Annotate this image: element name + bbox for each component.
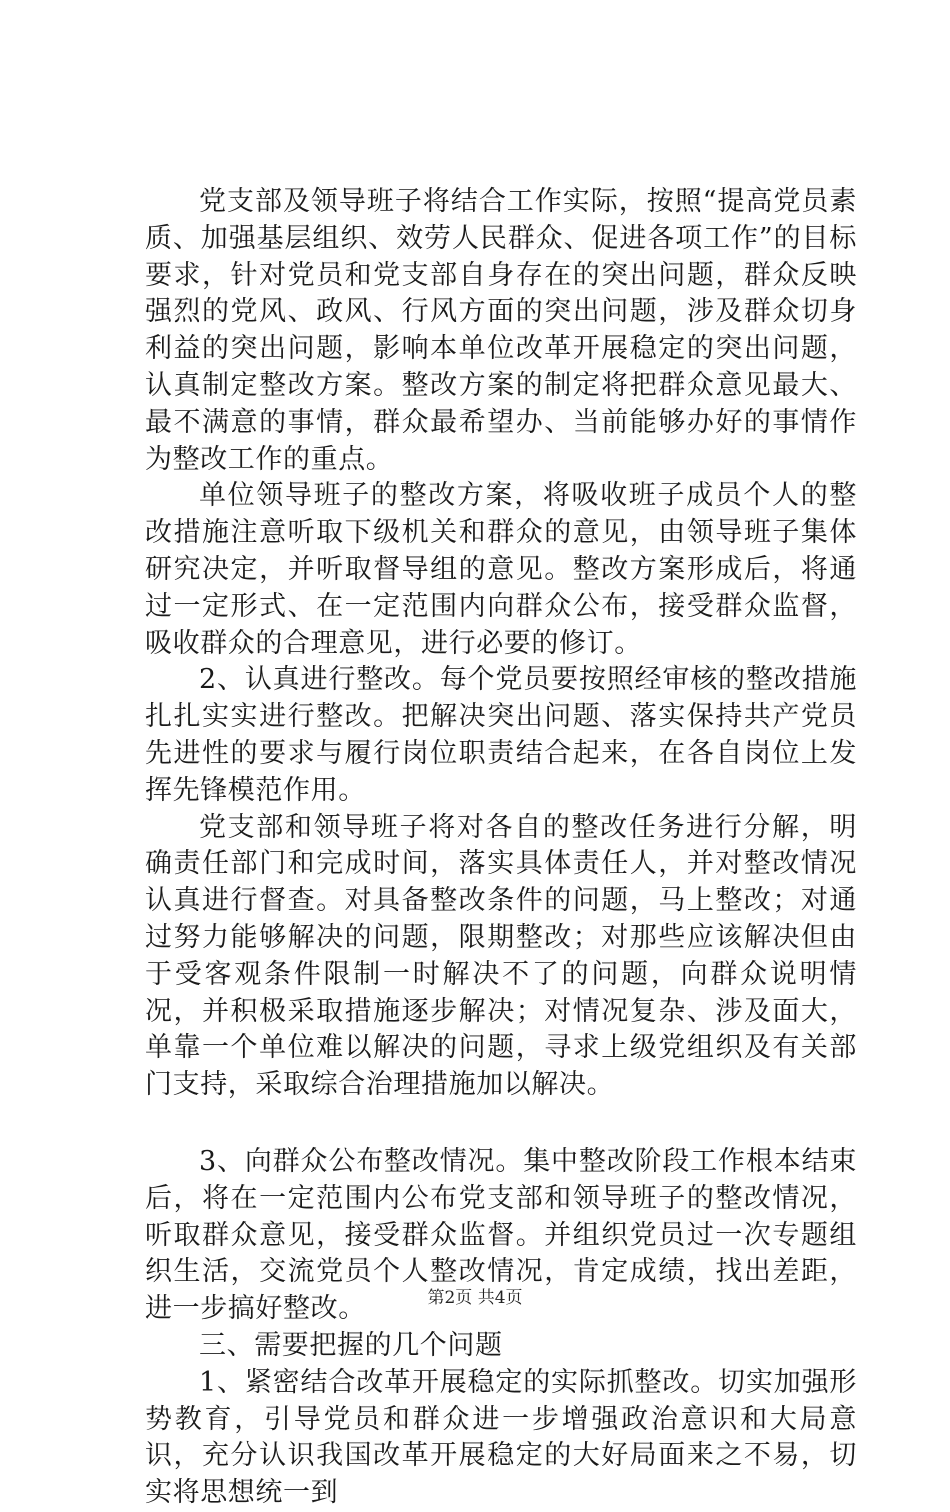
section-heading-key-issues: 三、需要把握的几个问题 bbox=[199, 1329, 503, 1361]
paragraph-leadership-plan: 单位领导班子的整改方案，将吸收班子成员个人的整改措施注意听取下级机关和群众的意见，由领导班子集体研究决定，并听取督导组的意见。整改方案形成后，将通过一定形式、在一定范围内向群众公布，接受群众监督，吸收群众的合理意见，进行必要的修订。 bbox=[145, 480, 857, 659]
paragraph-rectification-goal: 党支部及领导班子将结合工作实际，按照“提高党员素质、加强基层组织、效劳人民群众、促进各项工作”的目标要求，针对党员和党支部自身存在的突出问题，群众反映强烈的党风、政风、行风方面的突出问题，涉及群众切身利益的突出问题，影响本单位改革开展稳定的突出问题，认真制定整改方案。整改方案的制定将把群众意见最大、最不满意的事情，群众最希望办、当前能够办好的事情作为整改工作的重点。 bbox=[145, 186, 857, 475]
paragraph-earnest-rectification: 2、认真进行整改。每个党员要按照经审核的整改措施扎扎实实进行整改。把解决突出问题、落实保持共产党员先进性的要求与履行岗位职责结合起来，在各自岗位上发挥先锋模范作用。 bbox=[145, 664, 857, 806]
paragraph-task-breakdown: 党支部和领导班子将对各自的整改任务进行分解，明确责任部门和完成时间，落实具体责任人，并对整改情况认真进行督查。对具备整改条件的问题，马上整改；对通过努力能够解决的问题，限期整改；对那些应该解决但由于受客观条件限制一时解决不了的问题，向群众说明情况，并积极采取措施逐步解决；对情况复杂、涉及面大，单靠一个单位难以解决的问题，寻求上级党组织及有关部门支持，采取综合治理措施加以解决。 bbox=[145, 811, 857, 1101]
paragraph-combine-with-reform: 1、紧密结合改革开展稳定的实际抓整改。切实加强形势教育，引导党员和群众进一步增强政治意识和大局意识，充分认识我国改革开展稳定的大好局面来之不易，切实将思想统一到 bbox=[145, 1366, 857, 1509]
document-body bbox=[145, 184, 857, 1512]
page-footer: 第2页 共4页 bbox=[427, 1288, 523, 1308]
paragraph-publish-results: 3、向群众公布整改情况。集中整改阶段工作根本结束后，将在一定范围内公布党支部和领导班子的整改情况，听取群众意见，接受群众监督。并组织党员过一次专题组织生活，交流党员个人整改情况，肯定成绩，找出差距，进一步搞好整改。 bbox=[145, 1145, 857, 1325]
paragraph-spacer bbox=[145, 1104, 857, 1144]
